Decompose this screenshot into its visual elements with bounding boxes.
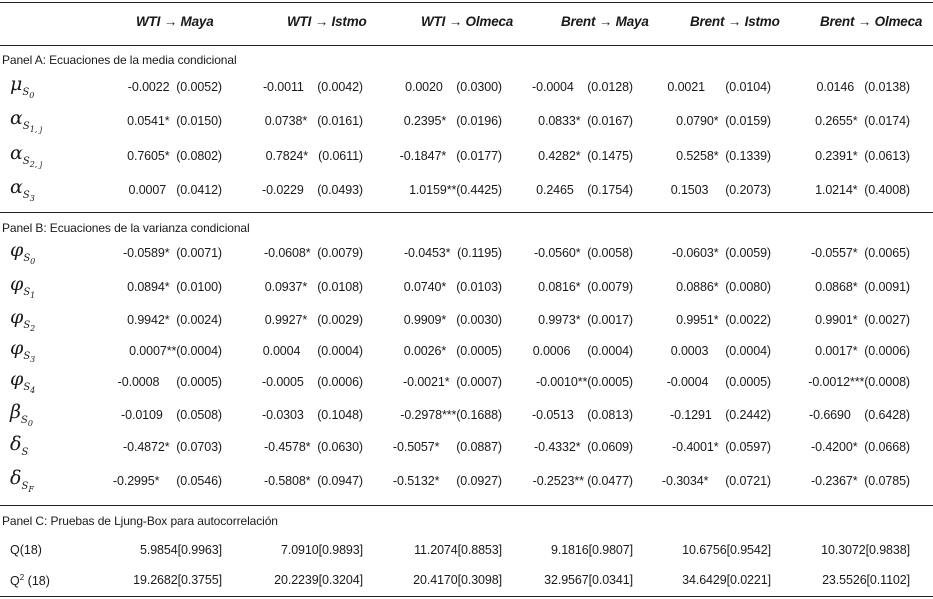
table-cell: -0.0004 (0.0128)	[532, 80, 633, 94]
table-cell: 0.9951* (0.0022)	[676, 313, 771, 327]
table-cell: 10.3072[0.9838]	[821, 543, 910, 557]
table-cell: 0.7824* (0.0611)	[265, 149, 363, 163]
symbol-subscript	[21, 481, 33, 492]
row-label-superscript: 2	[19, 573, 25, 582]
symbol-sub-subscript: 0	[27, 419, 33, 428]
table-cell: 0.5258* (0.1339)	[676, 149, 771, 163]
table-cell: -0.0010**(0.0005)	[536, 375, 633, 389]
table-cell: 0.9973* (0.0017)	[538, 313, 633, 327]
symbol-glyph: α	[10, 142, 23, 164]
row-symbol	[10, 274, 35, 306]
table-cell: -0.0608* (0.0079)	[264, 246, 363, 260]
table-cell: -0.0021* (0.0007)	[403, 375, 502, 389]
table-cell: -0.2367* (0.0785)	[811, 474, 910, 488]
table-cell: 19.2682[0.3755]	[133, 573, 222, 587]
symbol-sub-subscript: 2	[30, 324, 36, 333]
table-cell: -0.0229 (0.0493)	[262, 183, 363, 197]
table-cell: 32.9567[0.0341]	[544, 573, 633, 587]
table-cell: -0.0560* (0.0058)	[534, 246, 633, 260]
table-cell: 0.9927* (0.0029)	[264, 313, 363, 327]
symbol-sub-subscript: 3	[30, 355, 36, 364]
table-cell: -0.1291 (0.2442)	[670, 408, 771, 422]
symbol-glyph: α	[10, 176, 23, 198]
row-symbol	[10, 338, 35, 370]
symbol-sub-subscript: F	[28, 485, 34, 494]
table-cell: -0.0004 (0.0005)	[666, 375, 771, 389]
bottom-rule	[0, 596, 933, 597]
subscript-text: S	[22, 190, 30, 201]
symbol-glyph: φ	[10, 306, 24, 328]
table-cell: 0.0886* (0.0080)	[676, 280, 771, 294]
symbol-glyph: φ	[10, 337, 24, 359]
subscript-text: S	[21, 481, 29, 492]
table-cell: 0.2655* (0.0174)	[815, 114, 910, 128]
table-cell: -0.4578* (0.0630)	[264, 440, 363, 454]
column-header: WTI → Istmo	[287, 14, 367, 29]
table-cell: -0.4872* (0.0703)	[123, 440, 222, 454]
subscript-text: S	[23, 253, 31, 264]
table-cell: 1.0159**(0.4425)	[409, 183, 502, 197]
table-cell: 0.7605* (0.0802)	[127, 149, 222, 163]
row-symbol	[10, 143, 42, 175]
header-rule	[0, 45, 933, 46]
subscript-text: S	[21, 447, 29, 458]
row-symbol	[10, 240, 35, 272]
row-symbol	[10, 108, 42, 140]
symbol-subscript	[23, 190, 35, 201]
table-cell: 0.0006 (0.0004)	[532, 344, 633, 358]
table-cell: 11.2074[0.8853]	[414, 543, 502, 557]
table-cell: -0.4200* (0.0668)	[811, 440, 910, 454]
column-header: WTI → Maya	[136, 14, 214, 29]
table-cell: 0.2465 (0.1754)	[536, 183, 633, 197]
row-symbol	[10, 402, 33, 434]
table-cell: 5.9854[0.9963]	[139, 543, 222, 557]
column-header: Brent → Olmeca	[820, 14, 923, 29]
subscript-text: S	[23, 287, 31, 298]
table-cell: 0.1503 (0.2073)	[670, 183, 771, 197]
table-cell: 1.0214* (0.4008)	[815, 183, 910, 197]
table-cell: -0.2978***(0.1688)	[400, 408, 502, 422]
row-symbol	[10, 74, 34, 106]
panel-b-title: Panel B: Ecuaciones de la varianza condicional	[2, 221, 250, 235]
table-cell: 0.0833* (0.0167)	[538, 114, 633, 128]
table-cell: -0.6690 (0.6428)	[809, 408, 910, 422]
symbol-subscript	[23, 287, 35, 298]
table-cell: 0.2395* (0.0196)	[403, 114, 502, 128]
table-cell: -0.0022 (0.0052)	[127, 80, 222, 94]
symbol-sub-subscript: 1	[30, 291, 36, 300]
table-cell: 0.0021 (0.0104)	[667, 80, 771, 94]
table-cell: 0.0790* (0.0159)	[676, 114, 771, 128]
table-cell: 0.0740* (0.0103)	[403, 280, 502, 294]
row-label-text: Q	[10, 574, 20, 589]
table-cell: 0.0146 (0.0138)	[816, 80, 910, 94]
table-cell: 0.4282* (0.1475)	[538, 149, 633, 163]
symbol-glyph: φ	[10, 368, 24, 390]
symbol-subscript	[22, 87, 34, 98]
symbol-subscript	[23, 382, 35, 393]
table-cell: -0.0603* (0.0059)	[672, 246, 771, 260]
subscript-text: S	[20, 415, 28, 426]
table-cell: 0.9942* (0.0024)	[127, 313, 222, 327]
symbol-glyph: δ	[10, 467, 22, 489]
symbol-sub-subscript: 4	[30, 386, 36, 395]
table-cell: -0.2995* (0.0546)	[112, 474, 222, 488]
table-cell: -0.0557* (0.0065)	[811, 246, 910, 260]
table-cell: 0.0007**(0.0004)	[129, 344, 222, 358]
symbol-subscript	[23, 320, 35, 331]
column-header: WTI → Olmeca	[421, 14, 514, 29]
panel-b-rule	[0, 212, 933, 213]
table-cell: 0.0017* (0.0006)	[815, 344, 910, 358]
table-cell: 9.1816[0.9807]	[550, 543, 633, 557]
table-cell: 0.0738* (0.0161)	[264, 114, 363, 128]
row-label	[10, 573, 50, 588]
table-cell: 0.9909* (0.0030)	[403, 313, 502, 327]
panel-c-rule	[0, 505, 933, 506]
table-cell: -0.0453* (0.1195)	[403, 246, 502, 260]
table-cell: -0.5808* (0.0947)	[264, 474, 363, 488]
table-cell: 0.0816* (0.0079)	[538, 280, 633, 294]
row-symbol	[10, 369, 35, 401]
symbol-subscript	[23, 156, 43, 167]
table-cell: 0.0868* (0.0091)	[815, 280, 910, 294]
table-cell: 20.4170[0.3098]	[413, 573, 502, 587]
table-cell: -0.5057* (0.0887)	[392, 440, 502, 454]
symbol-sub-subscript: 0	[30, 257, 36, 266]
column-header: Brent → Istmo	[690, 14, 780, 29]
symbol-glyph: δ	[10, 433, 22, 455]
row-label: Q(18)	[10, 543, 42, 557]
row-symbol	[10, 434, 28, 463]
symbol-glyph: μ	[10, 73, 23, 95]
symbol-glyph: φ	[10, 239, 24, 261]
symbol-subscript	[23, 121, 43, 132]
symbol-sub-subscript: 0	[29, 91, 35, 100]
table-cell: 7.0910[0.9893]	[280, 543, 363, 557]
table-cell: 0.0004 (0.0004)	[262, 344, 363, 358]
row-symbol	[10, 307, 35, 339]
symbol-sub-subscript: 3	[29, 194, 35, 203]
subscript-text: S	[22, 156, 30, 167]
table-cell: -0.0005 (0.0006)	[262, 375, 363, 389]
symbol-subscript	[21, 415, 33, 426]
top-rule	[0, 2, 933, 3]
table-cell: -0.5132* (0.0927)	[392, 474, 502, 488]
subscript-text: S	[22, 87, 30, 98]
table-cell: 20.2239[0.3204]	[274, 573, 363, 587]
table-cell: -0.4332* (0.0609)	[534, 440, 633, 454]
table-cell: 0.0007 (0.0412)	[128, 183, 222, 197]
table-cell: -0.1847* (0.0177)	[399, 149, 502, 163]
row-symbol	[10, 177, 35, 209]
subscript-text: S	[23, 351, 31, 362]
symbol-subscript	[23, 351, 35, 362]
table-cell: 0.0937* (0.0108)	[264, 280, 363, 294]
table-cell: -0.0589* (0.0071)	[123, 246, 222, 260]
subscript-text: S	[23, 382, 31, 393]
row-symbol	[10, 468, 34, 500]
symbol-glyph: α	[10, 107, 23, 129]
subscript-text: S	[22, 121, 30, 132]
table-cell: -0.0008 (0.0005)	[117, 375, 222, 389]
table-cell: 0.0026* (0.0005)	[403, 344, 502, 358]
symbol-subscript	[21, 447, 28, 458]
table-cell: 34.6429[0.0221]	[682, 573, 771, 587]
table-cell: 0.0003 (0.0004)	[670, 344, 771, 358]
row-label-text: (18)	[24, 574, 50, 589]
table-cell: -0.0513 (0.0813)	[532, 408, 633, 422]
table-cell: -0.4001* (0.0597)	[672, 440, 771, 454]
table-cell: -0.3034* (0.0721)	[661, 474, 771, 488]
table-cell: 0.0894* (0.0100)	[127, 280, 222, 294]
table-cell: 0.9901* (0.0027)	[815, 313, 910, 327]
panel-a-title: Panel A: Ecuaciones de la media condicional	[2, 53, 237, 67]
panel-c-title: Panel C: Pruebas de Ljung-Box para autocorrelación	[2, 514, 278, 528]
symbol-glyph: β	[10, 401, 21, 423]
table-cell: 0.0020 (0.0300)	[405, 80, 502, 94]
symbol-glyph: φ	[10, 273, 24, 295]
symbol-sub-subscript: 1, j	[29, 125, 43, 134]
table-cell: 0.0541* (0.0150)	[127, 114, 222, 128]
column-header: Brent → Maya	[561, 14, 649, 29]
table-cell: -0.0011 (0.0042)	[262, 80, 363, 94]
table-cell: -0.2523** (0.0477)	[532, 474, 633, 488]
subscript-text: S	[23, 320, 31, 331]
table-cell: -0.0303 (0.1048)	[262, 408, 363, 422]
symbol-subscript	[23, 253, 35, 264]
table-cell: 10.6756[0.9542]	[682, 543, 771, 557]
symbol-sub-subscript: 2, j	[29, 160, 43, 169]
table-cell: 0.2391* (0.0613)	[815, 149, 910, 163]
table-cell: -0.0012***(0.0008)	[808, 375, 910, 389]
table-cell: 23.5526[0.1102]	[822, 573, 910, 587]
table-cell: -0.0109 (0.0508)	[121, 408, 222, 422]
